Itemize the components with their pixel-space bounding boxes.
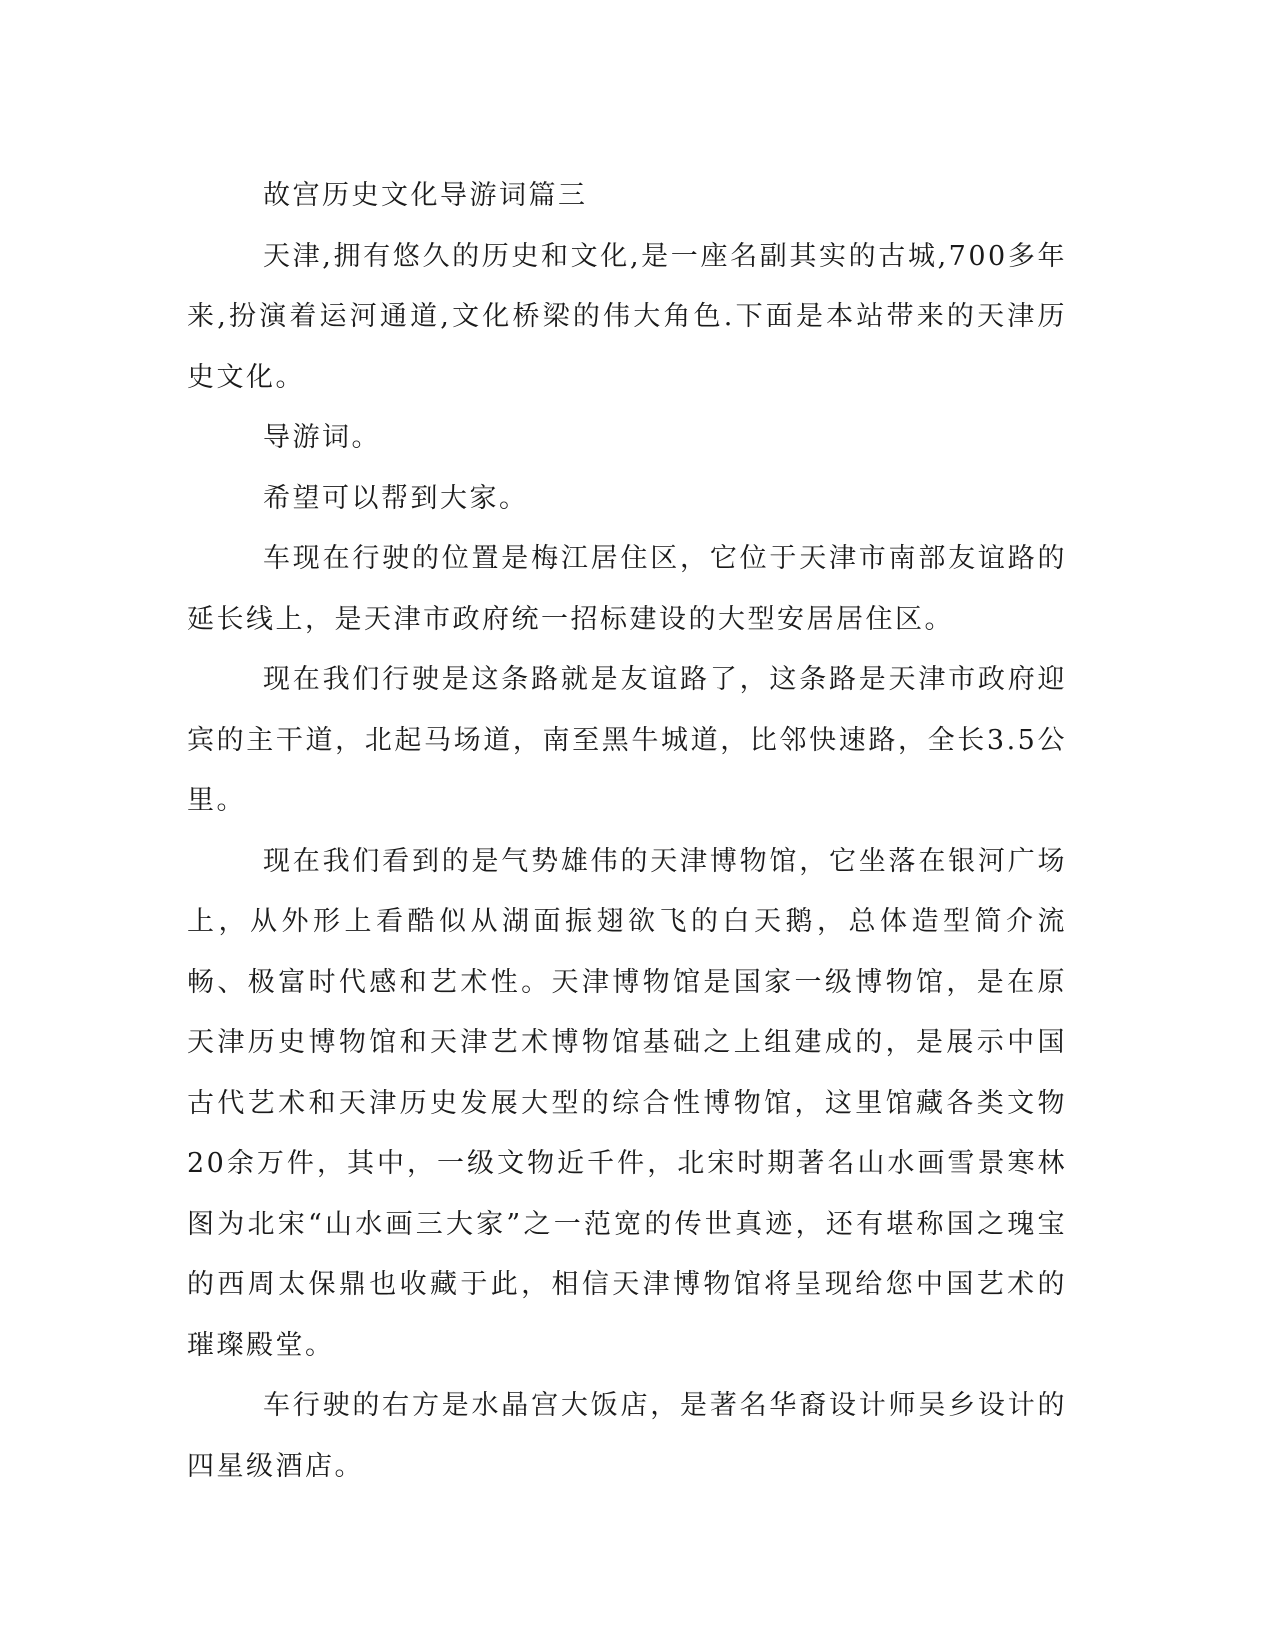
- paragraph-hope: 希望可以帮到大家。: [263, 482, 529, 514]
- document-body: [187, 166, 1067, 1497]
- paragraph-museum: 现在我们看到的是气势雄伟的天津博物馆，它坐落在银河广场上，从外形上看酷似从湖面振翅欲飞的白天鹅，总体造型简介流畅、极富时代感和艺术性。天津博物馆是国家一级博物馆，是在原天津历史博物馆和天津艺术博物馆基础之上组建成的，是展示中国古代艺术和天津历史发展大型的综合性博物馆，这里馆藏各类文物20余万件，其中，一级文物近千件，北宋时期著名山水画雪景寒林图为北宋“山水画三大家”之一范宽的传世真迹，还有堪称国之瑰宝的西周太保鼎也收藏于此，相信天津博物馆将呈现给您中国艺术的璀璨殿堂。: [187, 845, 1067, 1361]
- document-title: 故宫历史文化导游词篇三: [263, 180, 588, 211]
- paragraph-youyi-road: 现在我们行驶是这条路就是友谊路了，这条路是天津市政府迎宾的主干道，北起马场道，南至黑牛城道，比邻快速路，全长3.5公里。: [187, 664, 1067, 816]
- paragraph-hotel: 车行驶的右方是水晶宫大饭店，是著名华裔设计师吴乡设计的四星级酒店。: [187, 1390, 1067, 1482]
- paragraph-guide-words: 导游词。: [263, 422, 381, 453]
- paragraph-intro: 天津,拥有悠久的历史和文化,是一座名副其实的古城,700多年来,扮演着运河通道,文化桥梁的伟大角色.下面是本站带来的天津历史文化。: [187, 240, 1067, 393]
- paragraph-meijiang: 车现在行驶的位置是梅江居住区，它位于天津市南部友谊路的延长线上，是天津市政府统一招标建设的大型安居居住区。: [187, 543, 1067, 635]
